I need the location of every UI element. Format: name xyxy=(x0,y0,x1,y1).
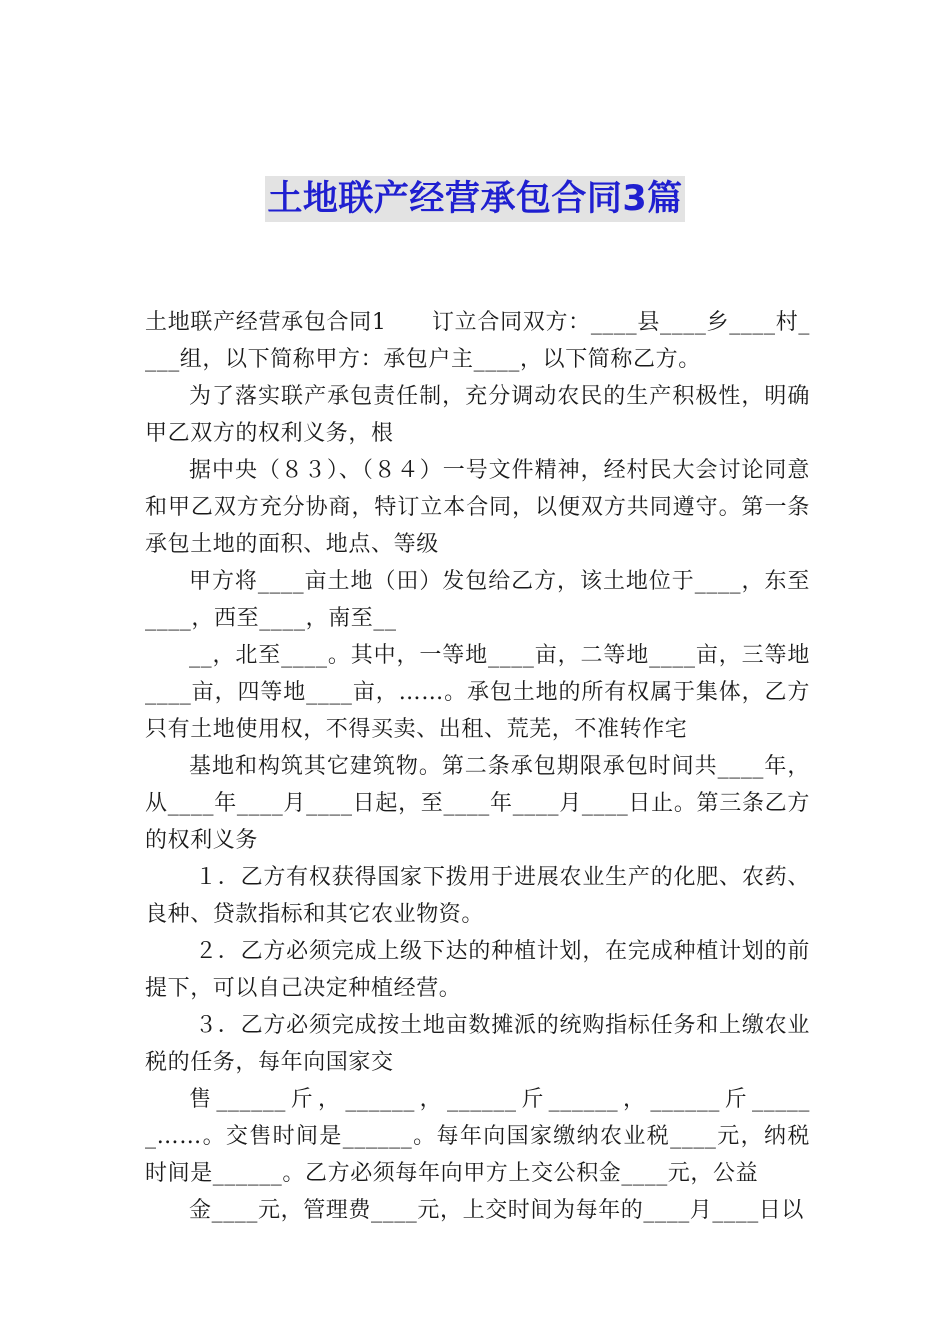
paragraph-3: 据中央（８３）、（８４）一号文件精神，经村民大会讨论同意和甲乙双方充分协商，特订立本合同，以便双方共同遵守。第一条承包土地的面积、地点、等级 xyxy=(145,458,810,557)
list-item-3: ３．乙方必须完成按土地亩数摊派的统购指标任务和上缴农业税的任务，每年向国家交 xyxy=(145,1013,810,1075)
paragraph-7: 售______斤，______，______斤______，______斤______……。交售时间是______。每年向国家缴纳农业税____元，纳税时间是______。乙方必须每年向甲方上交公积金____元，公益 xyxy=(145,1087,810,1186)
paragraph-4: 甲方将____亩土地（田）发包给乙方，该土地位于____，东至____，西至____，南至__ xyxy=(145,569,810,631)
document-title: 土地联产经营承包合同3篇 xyxy=(265,176,684,222)
list-item-1: １．乙方有权获得国家下拨用于进展农业生产的化肥、农药、良种、贷款指标和其它农业物资。 xyxy=(145,865,810,927)
document-body xyxy=(145,304,810,1229)
paragraph-6: 基地和构筑其它建筑物。第二条承包期限承包时间共____年，从____年____月____日起，至____年____月____日止。第三条乙方的权利义务 xyxy=(145,754,810,853)
paragraph-2: 为了落实联产承包责任制，充分调动农民的生产积极性，明确甲乙双方的权利义务，根 xyxy=(145,384,810,446)
list-item-2: ２．乙方必须完成上级下达的种植计划，在完成种植计划的前提下，可以自己决定种植经营。 xyxy=(145,939,810,1001)
paragraph-8: 金____元，管理费____元，上交时间为每年的____月____日以 xyxy=(189,1198,805,1223)
paragraph-5: __，北至____。其中，一等地____亩，二等地____亩，三等地____亩，四等地____亩，……。承包土地的所有权属于集体，乙方只有土地使用权，不得买卖、出租、荒芜，不准转作宅 xyxy=(145,643,810,742)
title-container xyxy=(0,176,950,222)
paragraph-1: 土地联产经营承包合同1 订立合同双方：____县____乡____村____组，以下简称甲方：承包户主____，以下简称乙方。 xyxy=(145,310,810,372)
